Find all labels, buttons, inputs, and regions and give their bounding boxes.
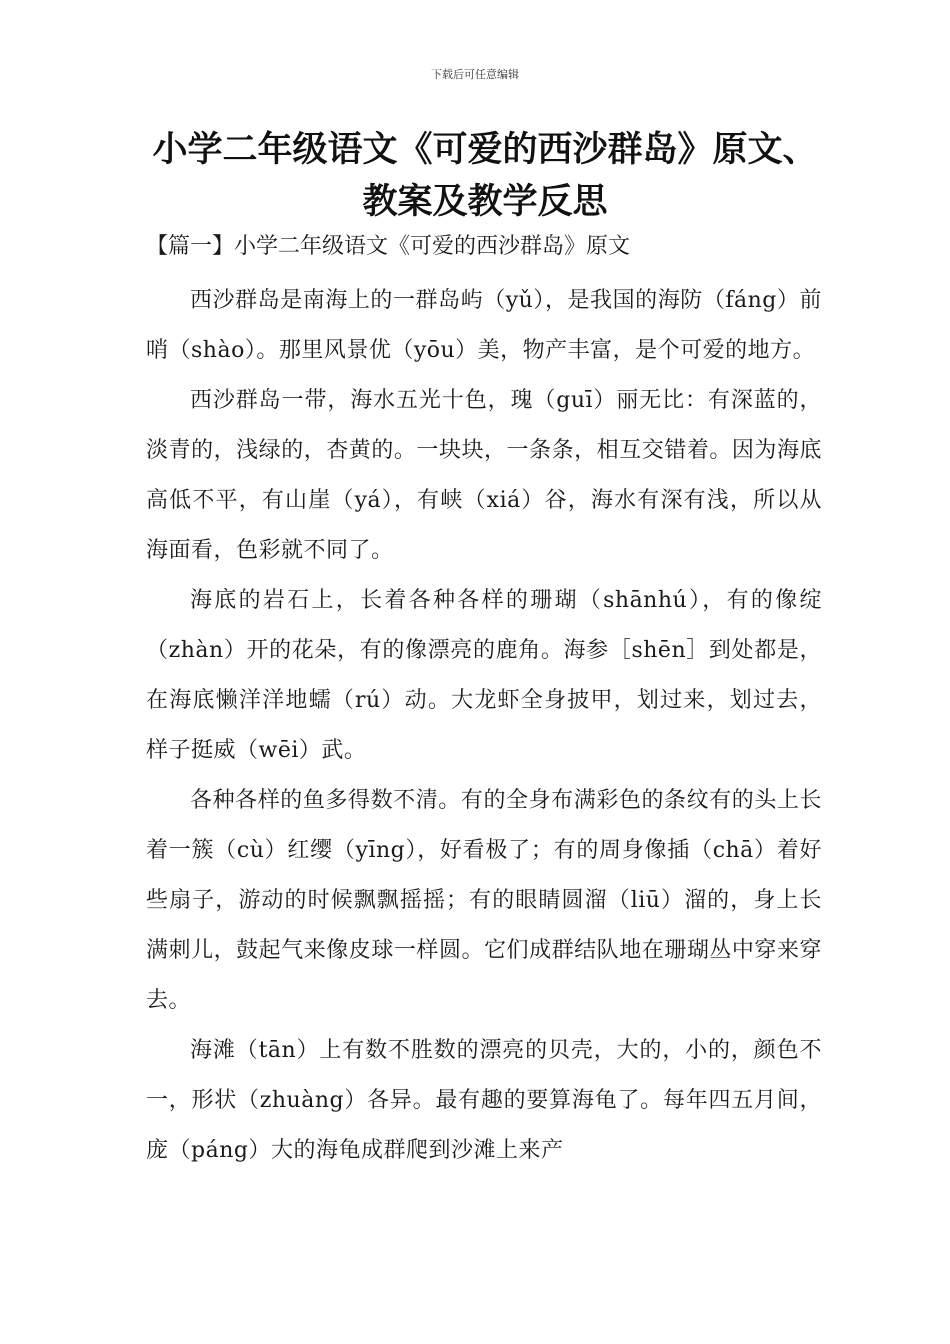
paragraph-1: 西沙群岛是南海上的一群岛屿（yǔ），是我国的海防（fáng）前哨（shào）。那里风景优（yōu）美，物产丰富，是个可爱的地方。 [146,288,822,363]
document-title [140,124,830,228]
body-text [146,276,822,1176]
section-heading: 【篇一】小学二年级语文《可爱的西沙群岛》原文 [146,234,631,259]
paragraph-4: 各种各样的鱼多得数不清。有的全身布满彩色的条纹有的头上长着一簇（cù）红缨（yīng），好看极了；有的周身像插（chā）着好些扇子，游动的时候飘飘摇摇；有的眼睛圆溜（liū）溜的，身上长满刺儿，鼓起气来像皮球一样圆。它们成群结队地在珊瑚丛中穿来穿去。 [146,788,822,1013]
header-note: 下载后可任意编辑 [431,68,519,81]
paragraph-5: 海滩（tān）上有数不胜数的漂亮的贝壳，大的，小的，颜色不一，形状（zhuàng）各异。最有趣的要算海龟了。每年四五月间，庞（páng）大的海龟成群爬到沙滩上来产 [146,1038,822,1163]
title-line-1: 小学二年级语文《可爱的西沙群岛》原文、 [152,130,818,170]
paragraph-3: 海底的岩石上，长着各种各样的珊瑚（shānhú），有的像绽（zhàn）开的花朵，有的像漂亮的鹿角。海参［shēn］到处都是，在海底懒洋洋地蠕（rú）动。大龙虾全身披甲，划过来，划过去，样子挺威（wēi）武。 [146,588,822,763]
paragraph-2: 西沙群岛一带，海水五光十色，瑰（guī）丽无比：有深蓝的，淡青的，浅绿的，杏黄的。一块块，一条条，相互交错着。因为海底高低不平，有山崖（yá），有峡（xiá）谷，海水有深有浅，所以从海面看，色彩就不同了。 [146,388,822,563]
title-line-2: 教案及教学反思 [362,182,608,222]
